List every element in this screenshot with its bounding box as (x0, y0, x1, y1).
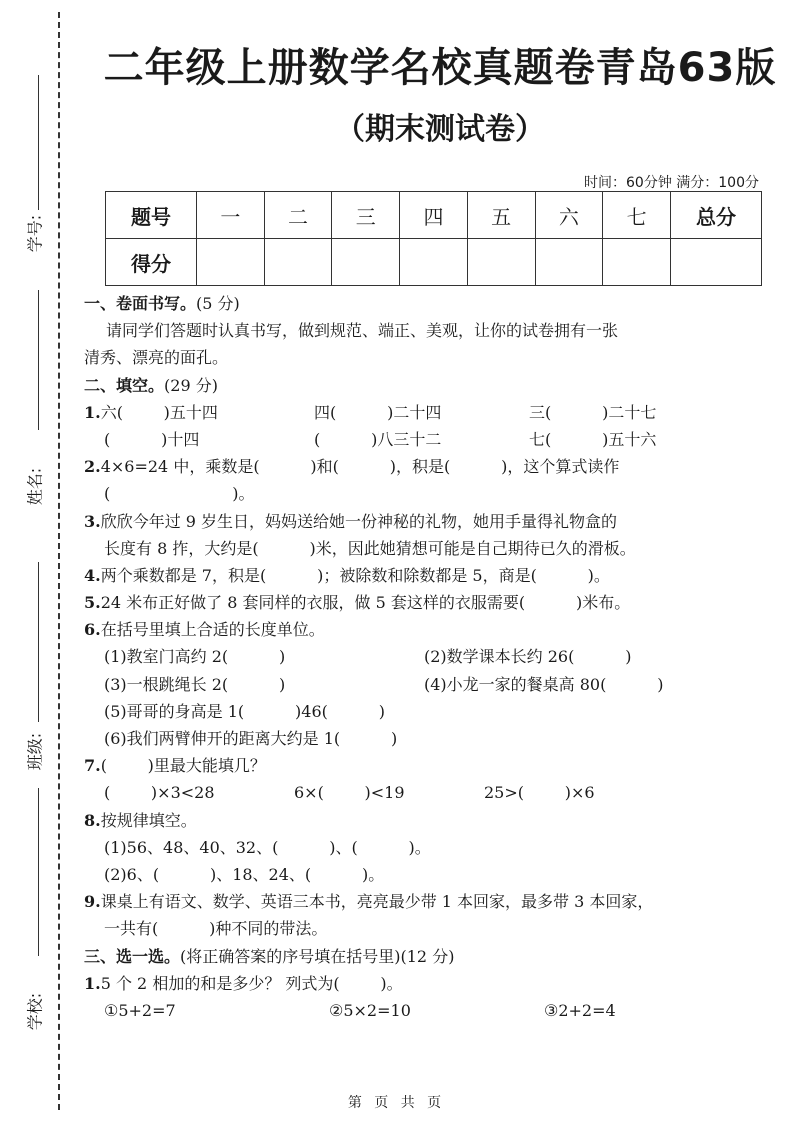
q2-line[interactable]: 2.4×6=24 中，乘数是( )和( )，积是( )，这个算式读作 (84, 457, 620, 477)
score-cell[interactable] (467, 239, 535, 286)
question-number: 1. (84, 402, 101, 422)
q4-line[interactable]: 4.两个乘数都是 7，积是( )；被除数和除数都是 5，商是( )。 (84, 565, 610, 585)
score-header-cell: 五 (467, 192, 535, 239)
q1-blank[interactable]: 七( )五十六 (529, 429, 657, 449)
score-cell[interactable] (671, 239, 762, 286)
option-3[interactable]: ③2+2=4 (544, 1000, 616, 1020)
q6-row (84, 643, 774, 670)
q8-line: 8.按规律填空。 (84, 810, 197, 830)
q1-blank[interactable]: ( )八三十二 (314, 429, 442, 449)
section2-heading: 二、填空。(29 分) (84, 375, 218, 395)
q6-item[interactable]: (5)哥哥的身高是 1( )46( ) (104, 701, 385, 721)
time-info: 时间：60分钟 满分：100分 (584, 175, 759, 191)
q1-row (84, 426, 774, 453)
score-header-cell: 四 (400, 192, 468, 239)
q8-item[interactable]: (1)56、48、40、32、( )、( )。 (104, 837, 431, 857)
score-cell[interactable] (400, 239, 468, 286)
q5-line[interactable]: 5.24 米布正好做了 8 套同样的衣服，做 5 套这样的衣服需要( )米布。 (84, 593, 631, 613)
q1-blank[interactable]: ( )十四 (104, 429, 200, 449)
score-row-label: 得分 (106, 239, 197, 286)
score-cell[interactable] (535, 239, 603, 286)
school-label: 学校: (25, 992, 45, 1031)
score-cell[interactable] (197, 239, 265, 286)
q1-blank[interactable]: 三( )二十七 (529, 402, 657, 422)
option-1[interactable]: ①5+2=7 (104, 1000, 176, 1020)
score-header-cell: 一 (197, 192, 265, 239)
q1-blank[interactable]: 四( )二十四 (314, 402, 442, 422)
q9-line[interactable]: 一共有( )种不同的带法。 (104, 919, 328, 939)
q8-item[interactable]: (2)6、( )、18、24、( )。 (104, 864, 385, 884)
name-line[interactable] (38, 290, 39, 430)
class-label: 班级: (25, 732, 45, 771)
score-header-cell: 二 (264, 192, 332, 239)
score-header-cell: 三 (332, 192, 400, 239)
q6-row (84, 671, 774, 698)
page-footer: 第 页 共 页 (347, 1095, 446, 1111)
exam-content (84, 290, 774, 1024)
section1-heading: 一、卷面书写。(5 分) (84, 294, 240, 313)
school-line[interactable] (38, 788, 39, 956)
score-header-cell: 七 (603, 192, 671, 239)
section3-heading: 三、选一选。(将正确答案的序号填在括号里)(12 分) (84, 946, 455, 966)
name-label: 姓名: (25, 467, 45, 506)
q1-blank[interactable]: 六( )五十四 (100, 402, 218, 422)
score-header-cell: 六 (535, 192, 603, 239)
q2-line[interactable]: ( )。 (104, 484, 255, 504)
score-cell[interactable] (264, 239, 332, 286)
score-header-cell: 题号 (106, 192, 197, 239)
q6-item[interactable]: (3)一根跳绳长 2( ) (104, 674, 286, 694)
q3-line[interactable]: 长度有 8 拃，大约是( )米，因此她猜想可能是自己期待已久的滑板。 (104, 538, 636, 558)
q6-item[interactable]: (4)小龙一家的餐桌高 80( ) (424, 674, 664, 694)
option-2[interactable]: ②5×2=10 (329, 1000, 411, 1020)
q7-line: 7.( )里最大能填几？ (84, 756, 266, 776)
q7-item[interactable]: ( )×3<28 (104, 783, 215, 803)
q6-line: 6.在括号里填上合适的长度单位。 (84, 620, 325, 640)
page-subtitle: （期末测试卷） (335, 112, 545, 147)
q6-item[interactable]: (2)数学课本长约 26( ) (424, 647, 632, 667)
q3-line: 3.欣欣今年过 9 岁生日，妈妈送给她一份神秘的礼物，她用手量得礼物盒的 (84, 511, 618, 531)
score-cell[interactable] (332, 239, 400, 286)
score-table-score-row (106, 239, 762, 286)
q7-item[interactable]: 6×( )<19 (294, 783, 405, 803)
student-id-line[interactable] (38, 75, 39, 210)
section1-body-line: 请同学们答题时认真书写，做到规范、端正、美观，让你的试卷拥有一张 (106, 321, 619, 341)
s3-q1-options (84, 997, 774, 1024)
page-title: 二年级上册数学名校真题卷青岛63版 (103, 45, 777, 91)
student-id-label: 学号: (25, 214, 45, 253)
binding-dotted-line (58, 12, 60, 1110)
q6-item[interactable]: (1)教室门高约 2( ) (104, 647, 286, 667)
section1-body-line: 清秀、漂亮的面孔。 (84, 348, 229, 368)
q1-row (84, 399, 774, 426)
score-table (105, 191, 762, 286)
q6-item[interactable]: (6)我们两臂伸开的距离大约是 1( ) (104, 729, 398, 748)
score-cell[interactable] (603, 239, 671, 286)
q7-row (84, 779, 774, 806)
score-table-header-row (106, 192, 762, 239)
score-header-cell: 总分 (671, 192, 762, 239)
class-line[interactable] (38, 562, 39, 722)
s3-q1-line[interactable]: 1.5 个 2 相加的和是多少？ 列式为( )。 (84, 973, 403, 993)
q9-line: 9.课桌上有语文、数学、英语三本书，亮亮最少带 1 本回家，最多带 3 本回家， (84, 892, 654, 912)
q7-item[interactable]: 25>( )×6 (484, 783, 595, 803)
